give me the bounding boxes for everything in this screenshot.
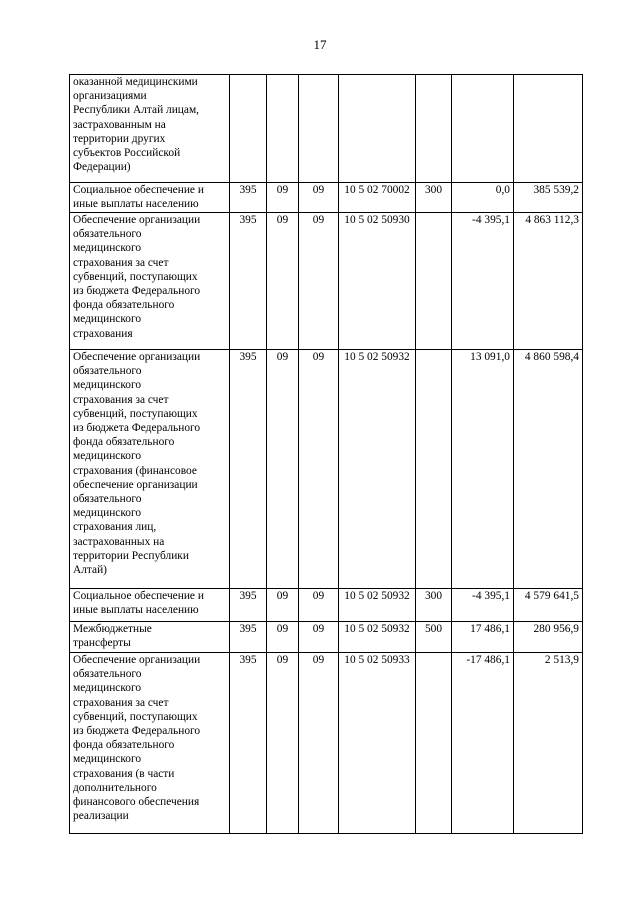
cell-grbs bbox=[230, 75, 267, 183]
cell-rz: 09 bbox=[267, 653, 299, 834]
cell-csr: 10 5 02 50932 bbox=[339, 350, 416, 589]
cell-vr: 500 bbox=[416, 622, 452, 653]
cell-csr: 10 5 02 50932 bbox=[339, 622, 416, 653]
cell-change: 0,0 bbox=[452, 183, 514, 213]
cell-pr: 09 bbox=[299, 622, 339, 653]
row-name: Обеспечение организации обязательного медицинского страхования за счет субвенций, поступающих из бюджета Федерального фонда обязательного медицинского страхования (в части дополнительного финансового обеспечения реализации bbox=[70, 653, 230, 834]
cell-pr: 09 bbox=[299, 213, 339, 350]
row-name: Обеспечение организации обязательного медицинского страхования за счет субвенций, поступающих из бюджета Федерального фонда обязательного медицинского страхования bbox=[70, 213, 230, 350]
cell-vr bbox=[416, 75, 452, 183]
cell-change: -4 395,1 bbox=[452, 213, 514, 350]
cell-grbs: 395 bbox=[230, 350, 267, 589]
cell-total: 4 579 641,5 bbox=[514, 589, 583, 622]
cell-grbs: 395 bbox=[230, 589, 267, 622]
row-name: Обеспечение организации обязательного медицинского страхования за счет субвенций, поступающих из бюджета Федерального фонда обязательного медицинского страхования (финансовое обеспечение организации обязательного медицинского страхования лиц, застрахованных на территории Республики Алтай) bbox=[70, 350, 230, 589]
cell-total: 4 863 112,3 bbox=[514, 213, 583, 350]
cell-vr: 300 bbox=[416, 589, 452, 622]
cell-change: -4 395,1 bbox=[452, 589, 514, 622]
cell-vr bbox=[416, 213, 452, 350]
cell-csr bbox=[339, 75, 416, 183]
row-name: оказанной медицинскими организациями Республики Алтай лицам, застрахованным на территории других субъектов Российской Федерации) bbox=[70, 75, 230, 183]
table-row bbox=[70, 653, 583, 834]
cell-grbs: 395 bbox=[230, 213, 267, 350]
table-row bbox=[70, 75, 583, 183]
cell-total: 2 513,9 bbox=[514, 653, 583, 834]
cell-change: 17 486,1 bbox=[452, 622, 514, 653]
cell-pr bbox=[299, 75, 339, 183]
cell-total bbox=[514, 75, 583, 183]
cell-csr: 10 5 02 50933 bbox=[339, 653, 416, 834]
cell-grbs: 395 bbox=[230, 622, 267, 653]
cell-rz: 09 bbox=[267, 213, 299, 350]
row-name: Межбюджетные трансферты bbox=[70, 622, 230, 653]
cell-vr bbox=[416, 653, 452, 834]
cell-total: 280 956,9 bbox=[514, 622, 583, 653]
cell-change: -17 486,1 bbox=[452, 653, 514, 834]
page-number: 17 bbox=[313, 37, 327, 52]
cell-pr: 09 bbox=[299, 350, 339, 589]
cell-rz bbox=[267, 75, 299, 183]
cell-csr: 10 5 02 70002 bbox=[339, 183, 416, 213]
cell-rz: 09 bbox=[267, 350, 299, 589]
cell-csr: 10 5 02 50930 bbox=[339, 213, 416, 350]
cell-total: 4 860 598,4 bbox=[514, 350, 583, 589]
cell-csr: 10 5 02 50932 bbox=[339, 589, 416, 622]
cell-rz: 09 bbox=[267, 183, 299, 213]
budget-table bbox=[69, 74, 583, 834]
table-row bbox=[70, 622, 583, 653]
cell-total: 385 539,2 bbox=[514, 183, 583, 213]
table-row bbox=[70, 183, 583, 213]
table-row bbox=[70, 589, 583, 622]
cell-vr: 300 bbox=[416, 183, 452, 213]
row-name: Социальное обеспечение и иные выплаты населению bbox=[70, 183, 230, 213]
cell-pr: 09 bbox=[299, 653, 339, 834]
table-row bbox=[70, 213, 583, 350]
cell-pr: 09 bbox=[299, 183, 339, 213]
cell-pr: 09 bbox=[299, 589, 339, 622]
cell-vr bbox=[416, 350, 452, 589]
cell-change bbox=[452, 75, 514, 183]
table-row bbox=[70, 350, 583, 589]
cell-grbs: 395 bbox=[230, 653, 267, 834]
cell-grbs: 395 bbox=[230, 183, 267, 213]
row-name: Социальное обеспечение и иные выплаты населению bbox=[70, 589, 230, 622]
cell-rz: 09 bbox=[267, 622, 299, 653]
cell-change: 13 091,0 bbox=[452, 350, 514, 589]
cell-rz: 09 bbox=[267, 589, 299, 622]
